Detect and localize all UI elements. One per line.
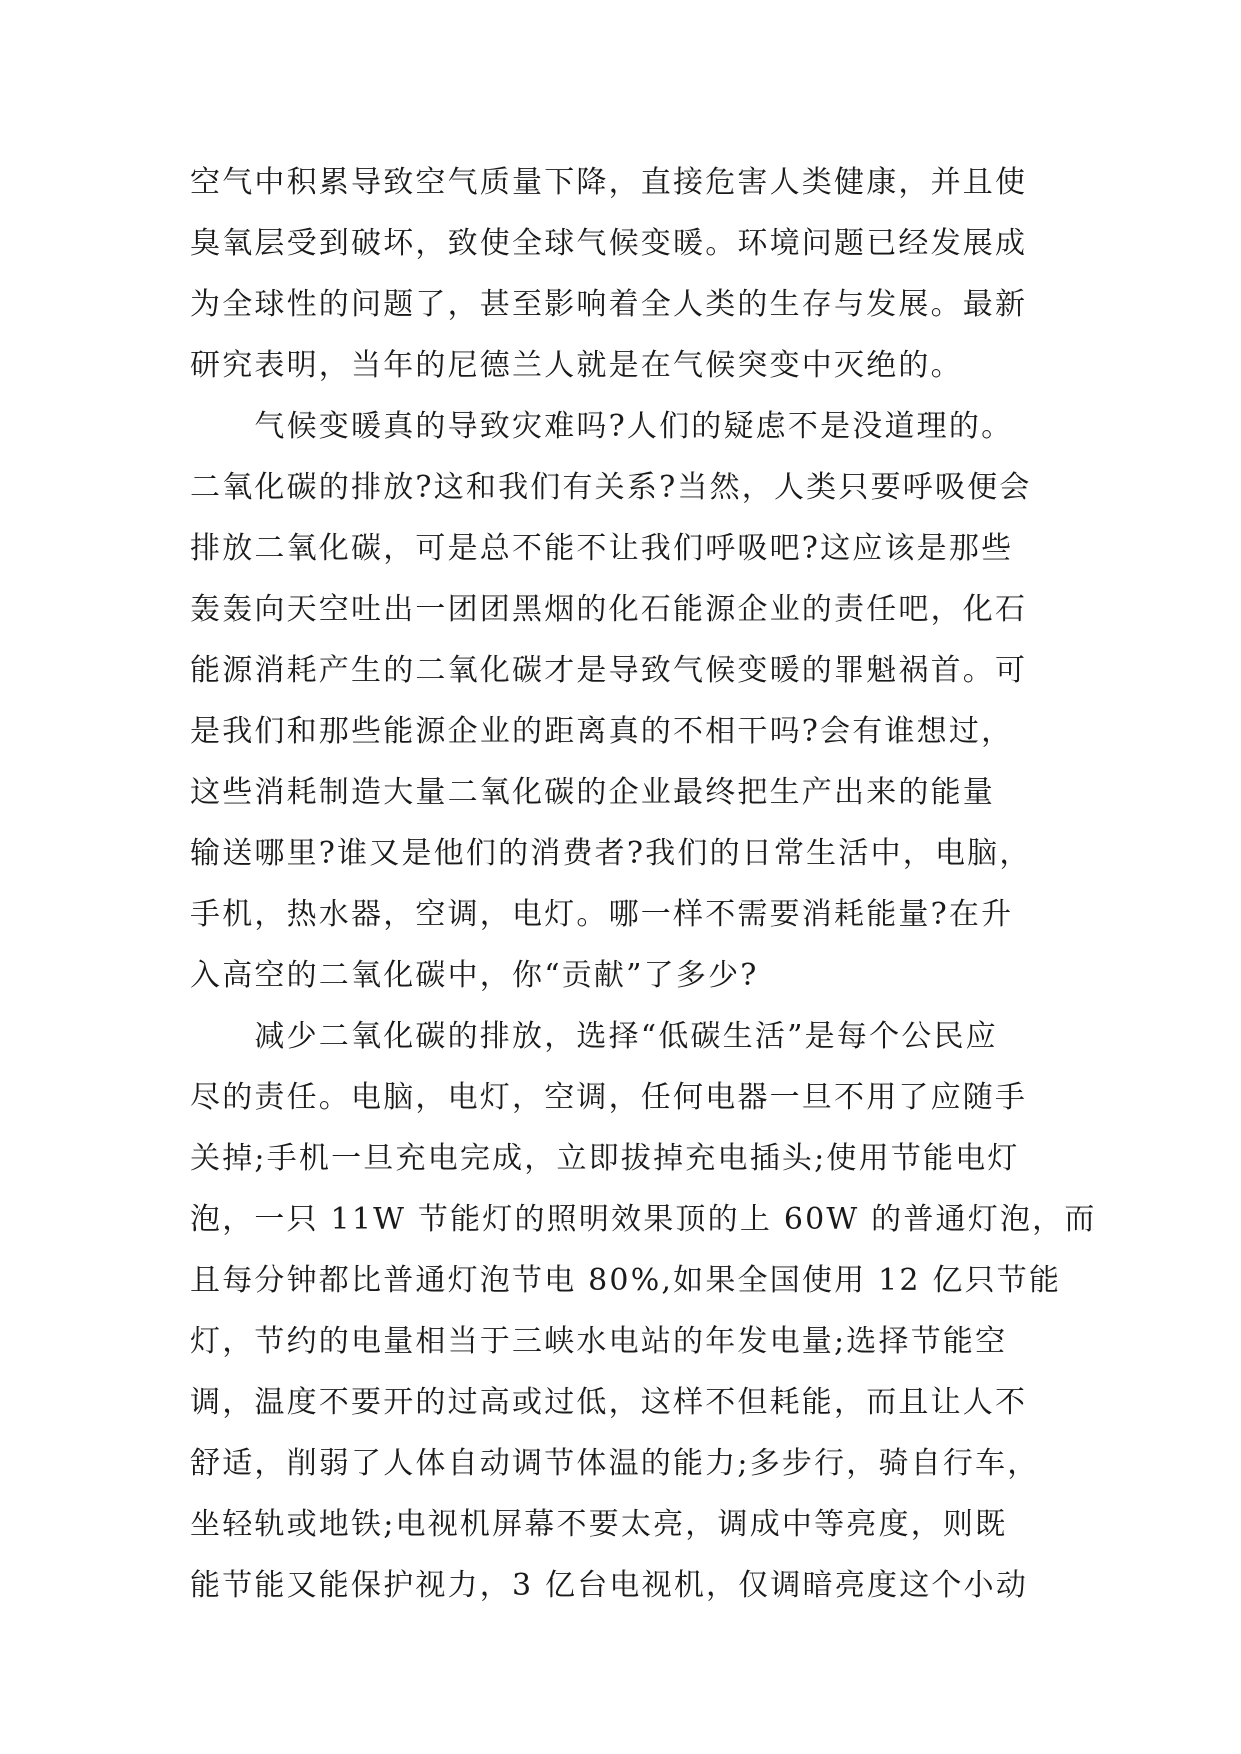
text-line: 能节能又能保护视力，3 亿台电视机，仅调暗亮度这个小动 bbox=[190, 1568, 1029, 1603]
text-line: 气候变暖真的导致灾难吗?人们的疑虑不是没道理的。 bbox=[190, 409, 1014, 444]
text-line: 减少二氧化碳的排放，选择“低碳生活”是每个公民应 bbox=[190, 1019, 998, 1054]
text-line: 排放二氧化碳，可是总不能不让我们呼吸吧?这应该是那些 bbox=[190, 531, 1014, 566]
text-line: 为全球性的问题了，甚至影响着全人类的生存与发展。最新 bbox=[190, 287, 1028, 322]
text-line: 调，温度不要开的过高或过低，这样不但耗能，而且让人不 bbox=[190, 1385, 1028, 1420]
text-line: 空气中积累导致空气质量下降，直接危害人类健康，并且使 bbox=[190, 165, 1028, 200]
text-line: 这些消耗制造大量二氧化碳的企业最终把生产出来的能量 bbox=[190, 775, 995, 810]
text-line: 关掉;手机一旦充电完成，立即拔掉充电插头;使用节能电灯 bbox=[190, 1141, 1020, 1176]
text-line: 是我们和那些能源企业的距离真的不相干吗?会有谁想过， bbox=[190, 714, 1014, 749]
text-line: 能源消耗产生的二氧化碳才是导致气候变暖的罪魁祸首。可 bbox=[190, 653, 1028, 688]
text-line: 尽的责任。电脑，电灯，空调，任何电器一旦不用了应随手 bbox=[190, 1080, 1028, 1115]
text-line: 轰轰向天空吐出一团团黑烟的化石能源企业的责任吧，化石 bbox=[190, 592, 1028, 627]
body-text bbox=[190, 152, 1097, 1616]
text-line: 坐轻轨或地铁;电视机屏幕不要太亮，调成中等亮度，则既 bbox=[190, 1507, 1008, 1542]
text-line: 二氧化碳的排放?这和我们有关系?当然，人类只要呼吸便会 bbox=[190, 470, 1032, 505]
text-line: 入高空的二氧化碳中，你“贡献”了多少? bbox=[190, 958, 759, 993]
text-line: 臭氧层受到破坏，致使全球气候变暖。环境问题已经发展成 bbox=[190, 226, 1028, 261]
text-line: 研究表明，当年的尼德兰人就是在气候突变中灭绝的。 bbox=[190, 348, 963, 383]
text-line: 灯，节约的电量相当于三峡水电站的年发电量;选择节能空 bbox=[190, 1324, 1008, 1359]
text-line: 舒适，削弱了人体自动调节体温的能力;多步行，骑自行车， bbox=[190, 1446, 1040, 1481]
text-line: 泡，一只 11W 节能灯的照明效果顶的上 60W 的普通灯泡，而 bbox=[190, 1202, 1097, 1237]
text-line: 且每分钟都比普通灯泡节电 80%,如果全国使用 12 亿只节能 bbox=[190, 1263, 1062, 1298]
text-line: 手机，热水器，空调，电灯。哪一样不需要消耗能量?在升 bbox=[190, 897, 1014, 932]
text-line: 输送哪里?谁又是他们的消费者?我们的日常生活中，电脑， bbox=[190, 836, 1032, 871]
